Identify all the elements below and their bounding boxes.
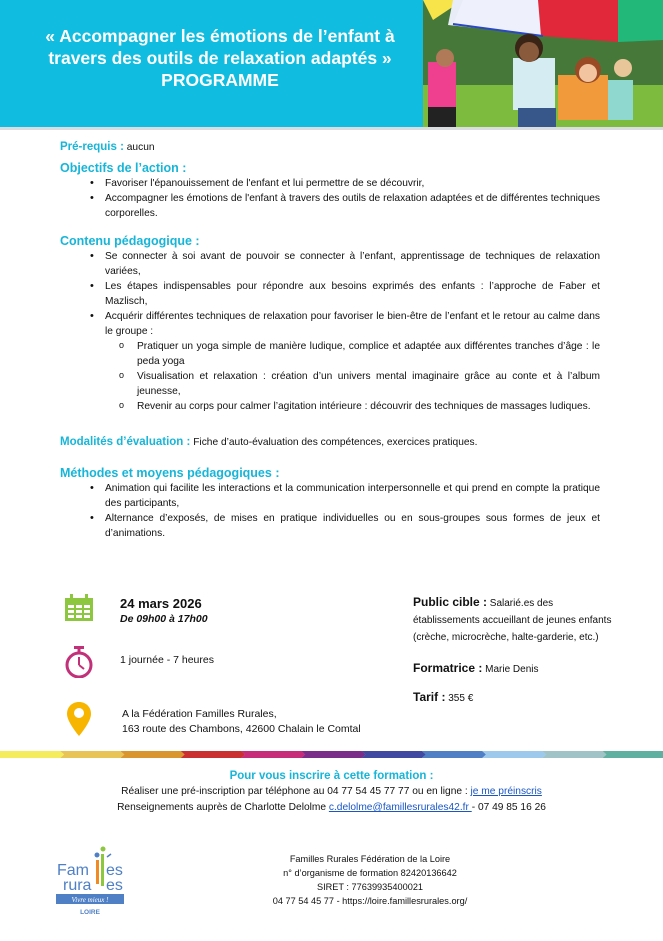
rainbow-segment [362, 751, 426, 758]
list-item: • Se connecter à soi avant de pouvoir se connecter à l’enfant, apprentissage de techniques de relaxation variées, [90, 249, 600, 279]
public-value: Salarié.es des établissements accueillant de jeunes enfants (crèche, microcrèche, halte-garderie, etc.) [413, 598, 612, 643]
session-hours: De 09h00 à 17h00 [120, 613, 208, 625]
list-item: • Alternance d’exposés, de mises en pratique individuelles ou en sous-groupes sous formes de jeux et d’animations. [90, 511, 600, 541]
contact-phone: - 07 49 85 16 26 [471, 802, 546, 813]
rainbow-segment [301, 751, 365, 758]
session-date: 24 mars 2026 [120, 596, 202, 611]
org-siret: SIRET : 77639935400021 [316, 882, 424, 892]
title-line-2: travers des outils de relaxation adaptés » [48, 48, 392, 68]
list-item: • Accompagner les émotions de l'enfant à travers des outils de relaxation adaptées et de différentes techniques corporelles. [90, 191, 600, 221]
header-banner [0, 0, 663, 128]
rainbow-segment [422, 751, 486, 758]
list-item [90, 309, 600, 414]
methodes-title: Méthodes et moyens pédagogiques : [60, 466, 280, 480]
date-text [120, 595, 208, 627]
tarif-label: Tarif : [413, 690, 446, 704]
sublist-item: o Pratiquer un yoga simple de manière ludique, complice et adaptée aux différentes tranches d’âge : le peda yoga [117, 339, 600, 369]
rainbow-segment [603, 751, 663, 758]
objectifs-list [90, 176, 600, 221]
public-label: Public cible : [413, 595, 488, 609]
prerequis-row [60, 140, 600, 155]
calendar-icon [64, 594, 94, 627]
logo-text-familles: Fam [57, 862, 89, 879]
rainbow-segment [0, 751, 64, 758]
inscription-title: Pour vous inscrire à cette formation : [229, 770, 434, 782]
inscription-text: Réaliser une pré-inscription par téléphone au 04 77 54 45 77 77 ou en ligne : [121, 786, 471, 797]
map-pin-icon [67, 702, 91, 741]
inscription-line-1 [0, 784, 663, 800]
familles-rurales-logo [55, 845, 135, 920]
header-photo-children-parachute [423, 0, 663, 127]
list-item: • Favoriser l'épanouissement de l'enfant et lui permettre de se découvrir, [90, 176, 600, 191]
rainbow-segment [60, 751, 124, 758]
header-divider [0, 127, 663, 130]
list-item: • Animation qui facilite les interactions et la communication interpersonnelle et qui prend en compte la pratique des participants, [90, 481, 600, 511]
evaluation-row [60, 435, 600, 450]
org-contact: 04 77 54 45 77 - https://loire.famillesrurales.org/ [272, 896, 468, 906]
methodes-list [90, 481, 600, 541]
evaluation-label: Modalités d’évaluation : [60, 436, 191, 448]
logo-slogan: Vivre mieux ! [71, 896, 109, 904]
list-item-text: Acquérir différentes techniques de relaxation pour favoriser le bien-être de l’enfant et le retour au calme dans le groupe : [105, 311, 600, 337]
title-programme: PROGRAMME [161, 70, 279, 90]
svg-text:es: es [106, 862, 123, 879]
preinscription-link[interactable]: je me préinscris [470, 786, 542, 797]
logo-region: LOIRE [80, 909, 100, 916]
contenu-title: Contenu pédagogique : [60, 234, 200, 248]
inscription-line-2 [0, 800, 663, 816]
rainbow-segment [542, 751, 606, 758]
session-duration: 1 journée - 7 heures [120, 654, 214, 666]
contenu-sublist [117, 339, 600, 414]
org-number: n° d’organisme de formation 82420136642 [283, 868, 457, 878]
title-line-1: « Accompagner les émotions de l’enfant à [45, 26, 395, 46]
logo-text-rurales: rura [63, 877, 92, 894]
location-text [122, 707, 361, 737]
tarif [413, 689, 613, 707]
page-title [20, 25, 420, 91]
sublist-item: o Visualisation et relaxation : création d’un univers mental imaginaire grâce au conte et à l’album jeunesse, [117, 369, 600, 399]
evaluation-value: Fiche d’auto-évaluation des compétences, exercices pratiques. [193, 437, 478, 448]
formatrice [413, 660, 613, 678]
program-content [60, 140, 600, 541]
svg-text:es: es [106, 877, 123, 894]
public-cible [413, 594, 613, 646]
email-link[interactable]: c.delolme@famillesrurales42.fr [328, 802, 472, 813]
contact-text: Renseignements auprès de Charlotte Delolme [117, 802, 329, 813]
org-name: Familles Rurales Fédération de la Loire [289, 854, 451, 864]
rainbow-segment [121, 751, 185, 758]
rainbow-segment [181, 751, 245, 758]
prerequis-label: Pré-requis : [60, 141, 124, 153]
session-details [413, 594, 613, 707]
rainbow-segment [482, 751, 546, 758]
formatrice-label: Formatrice : [413, 661, 483, 675]
rainbow-segment [241, 751, 305, 758]
list-item: • Les étapes indispensables pour répondre aux besoins exprimés des enfants : l’approche de Faber et Mazlisch, [90, 279, 600, 309]
organization-info [200, 852, 540, 908]
objectifs-title: Objectifs de l’action : [60, 161, 187, 175]
formatrice-value: Marie Denis [485, 664, 539, 675]
location-line-2: 163 route des Chambons, 42600 Chalain le Comtal [122, 723, 361, 735]
stopwatch-icon [64, 646, 94, 683]
prerequis-value: aucun [126, 142, 155, 153]
rainbow-divider [0, 751, 663, 758]
tarif-value: 355 € [448, 693, 474, 704]
inscription-section [0, 768, 663, 816]
contenu-list [90, 249, 600, 414]
sublist-item: o Revenir au corps pour calmer l’agitation intérieure : découvrir des techniques de massages ludiques. [117, 399, 600, 414]
location-line-1: A la Fédération Familles Rurales, [122, 708, 277, 720]
